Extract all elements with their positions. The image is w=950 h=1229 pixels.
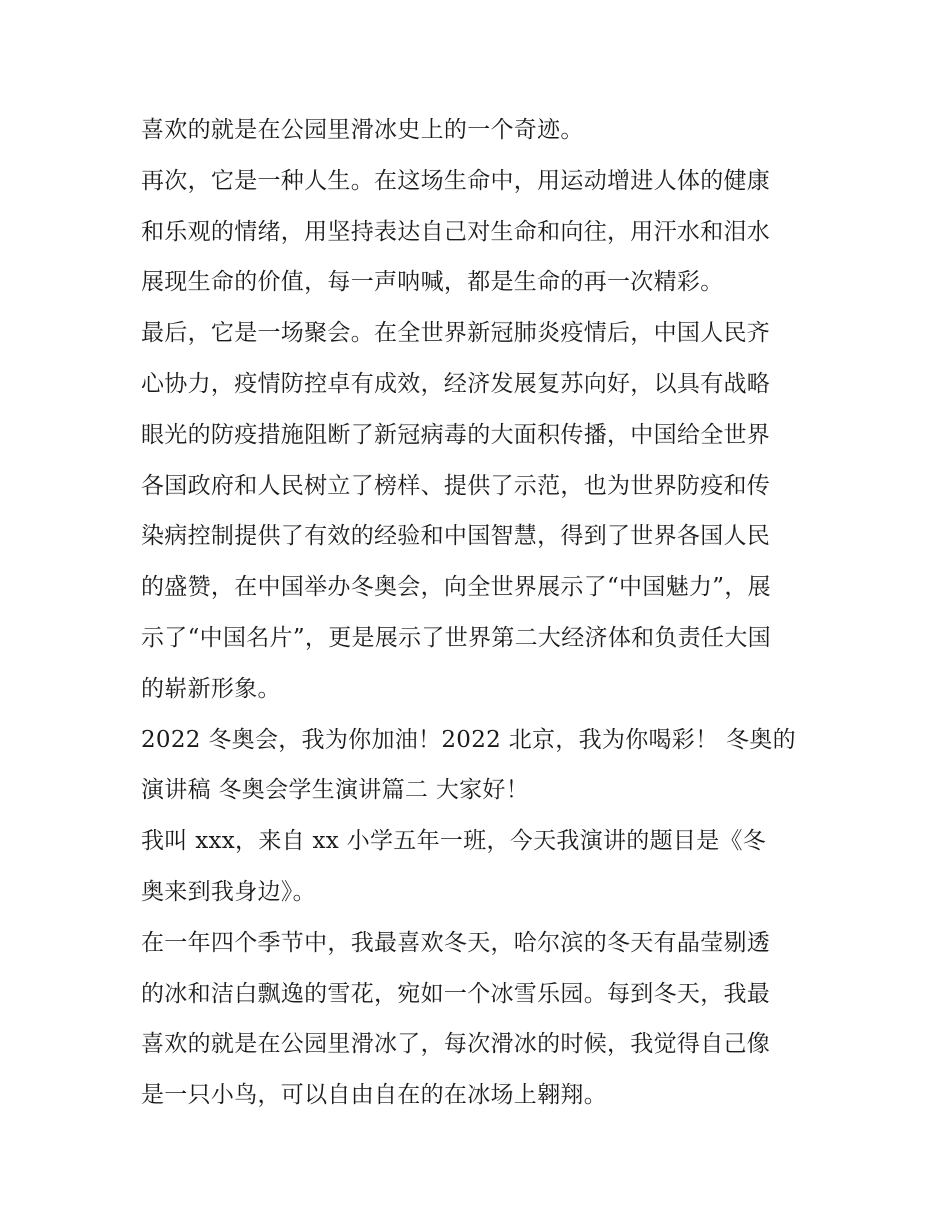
text-line: 的冰和洁白飘逸的雪花，宛如一个冰雪乐园。每到冬天，我最 (141, 980, 771, 1007)
text-line: 喜欢的就是在公园里滑冰了，每次滑冰的时候，我觉得自己像 (141, 1031, 771, 1058)
text-line: 在一年四个季节中，我最喜欢冬天，哈尔滨的冬天有晶莹剔透 (141, 929, 771, 956)
text-line: 奥来到我身边》。 (141, 878, 316, 905)
text-line: 各国政府和人民树立了榜样、提供了示范，也为世界防疫和传 (141, 472, 771, 499)
text-line: 染病控制提供了有效的经验和中国智慧，得到了世界各国人民 (141, 523, 771, 550)
document-body (141, 105, 821, 1121)
text-line: 心协力，疫情防控卓有成效，经济发展复苏向好，以具有战略 (141, 370, 771, 397)
text-line: 示了“中国名片”，更是展示了世界第二大经济体和负责任大国 (141, 624, 771, 651)
text-line: 喜欢的就是在公园里滑冰史上的一个奇迹。 (141, 117, 584, 143)
text-line: 的盛赞，在中国举办冬奥会，向全世界展示了“中国魅力”，展 (141, 574, 771, 601)
text-line: 演讲稿 冬奥会学生演讲篇二 大家好！ (141, 777, 530, 804)
text-line: 最后，它是一场聚会。在全世界新冠肺炎疫情后，中国人民齐 (141, 320, 771, 347)
text-line: 的崭新形象。 (141, 675, 281, 702)
text-line: 我叫 xxx，来自 xx 小学五年一班，今天我演讲的题目是《冬 (141, 828, 767, 855)
text-line: 眼光的防疫措施阻断了新冠病毒的大面积传播，中国给全世界 (141, 421, 771, 448)
text-line: 和乐观的情绪，用坚持表达自己对生命和向往，用汗水和泪水 (141, 218, 771, 245)
text-line: 是一只小鸟，可以自由自在的在冰场上翱翔。 (141, 1082, 607, 1109)
text-line: 展现生命的价值，每一声呐喊，都是生命的再一次精彩。 (141, 269, 724, 296)
text-line: 再次，它是一种人生。在这场生命中，用运动增进人体的健康 (141, 167, 771, 194)
text-line: 2022 冬奥会，我为你加油！2022 北京，我为你喝彩！ 冬奥的 (141, 726, 796, 753)
